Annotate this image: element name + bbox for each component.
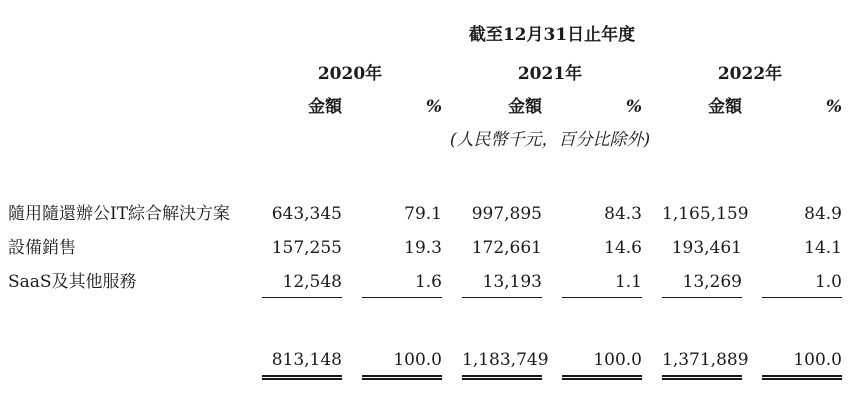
- cell: 1,165,159: [662, 204, 749, 224]
- cell: 14.1: [804, 238, 842, 258]
- cell: 79.1: [404, 204, 442, 224]
- row-label-saas: SaaS及其他服務: [8, 272, 137, 292]
- year-2021-header: 2021年: [517, 64, 583, 84]
- subtotal-rule: [362, 297, 442, 298]
- year-2022-header: 2022年: [717, 64, 783, 84]
- percent-header-2022: %: [825, 97, 842, 117]
- total-cell: 1,183,749: [462, 350, 549, 370]
- total-cell: 1,371,889: [662, 350, 749, 370]
- cell: 172,661: [471, 238, 542, 258]
- cell: 13,269: [682, 272, 742, 292]
- cell: 12,548: [282, 272, 342, 292]
- amount-header-2020: 金額: [308, 97, 342, 117]
- total-cell: 813,148: [271, 350, 342, 370]
- subtotal-rule: [562, 297, 642, 298]
- total-double-rule: [562, 375, 642, 380]
- row-label-office-it: 隨用隨還辦公IT綜合解決方案: [8, 204, 231, 224]
- subtotal-rule: [662, 297, 742, 298]
- percent-header-2020: %: [425, 97, 442, 117]
- cell: 643,345: [271, 204, 342, 224]
- subtotal-rule: [762, 297, 842, 298]
- total-double-rule: [362, 375, 442, 380]
- amount-header-2022: 金額: [708, 97, 742, 117]
- amount-header-2021: 金額: [508, 97, 542, 117]
- total-double-rule: [262, 375, 342, 380]
- cell: 1.0: [814, 272, 842, 292]
- total-double-rule: [462, 375, 542, 380]
- cell: 193,461: [671, 238, 742, 258]
- subtotal-rule: [462, 297, 542, 298]
- unit-note: (人民幣千元，百分比除外): [449, 130, 651, 150]
- row-label-device-sales: 設備銷售: [8, 238, 76, 258]
- period-header: 截至12月31日止年度: [468, 25, 636, 45]
- cell: 19.3: [404, 238, 442, 258]
- cell: 14.6: [604, 238, 642, 258]
- cell: 1.1: [614, 272, 642, 292]
- cell: 84.3: [604, 204, 642, 224]
- total-double-rule: [762, 375, 842, 380]
- total-cell: 100.0: [593, 350, 642, 370]
- total-double-rule: [662, 375, 742, 380]
- cell: 997,895: [471, 204, 542, 224]
- percent-header-2021: %: [625, 97, 642, 117]
- total-cell: 100.0: [793, 350, 842, 370]
- year-2020-header: 2020年: [317, 64, 383, 84]
- cell: 157,255: [271, 238, 342, 258]
- cell: 13,193: [482, 272, 542, 292]
- cell: 1.6: [414, 272, 442, 292]
- total-cell: 100.0: [393, 350, 442, 370]
- subtotal-rule: [262, 297, 342, 298]
- cell: 84.9: [804, 204, 842, 224]
